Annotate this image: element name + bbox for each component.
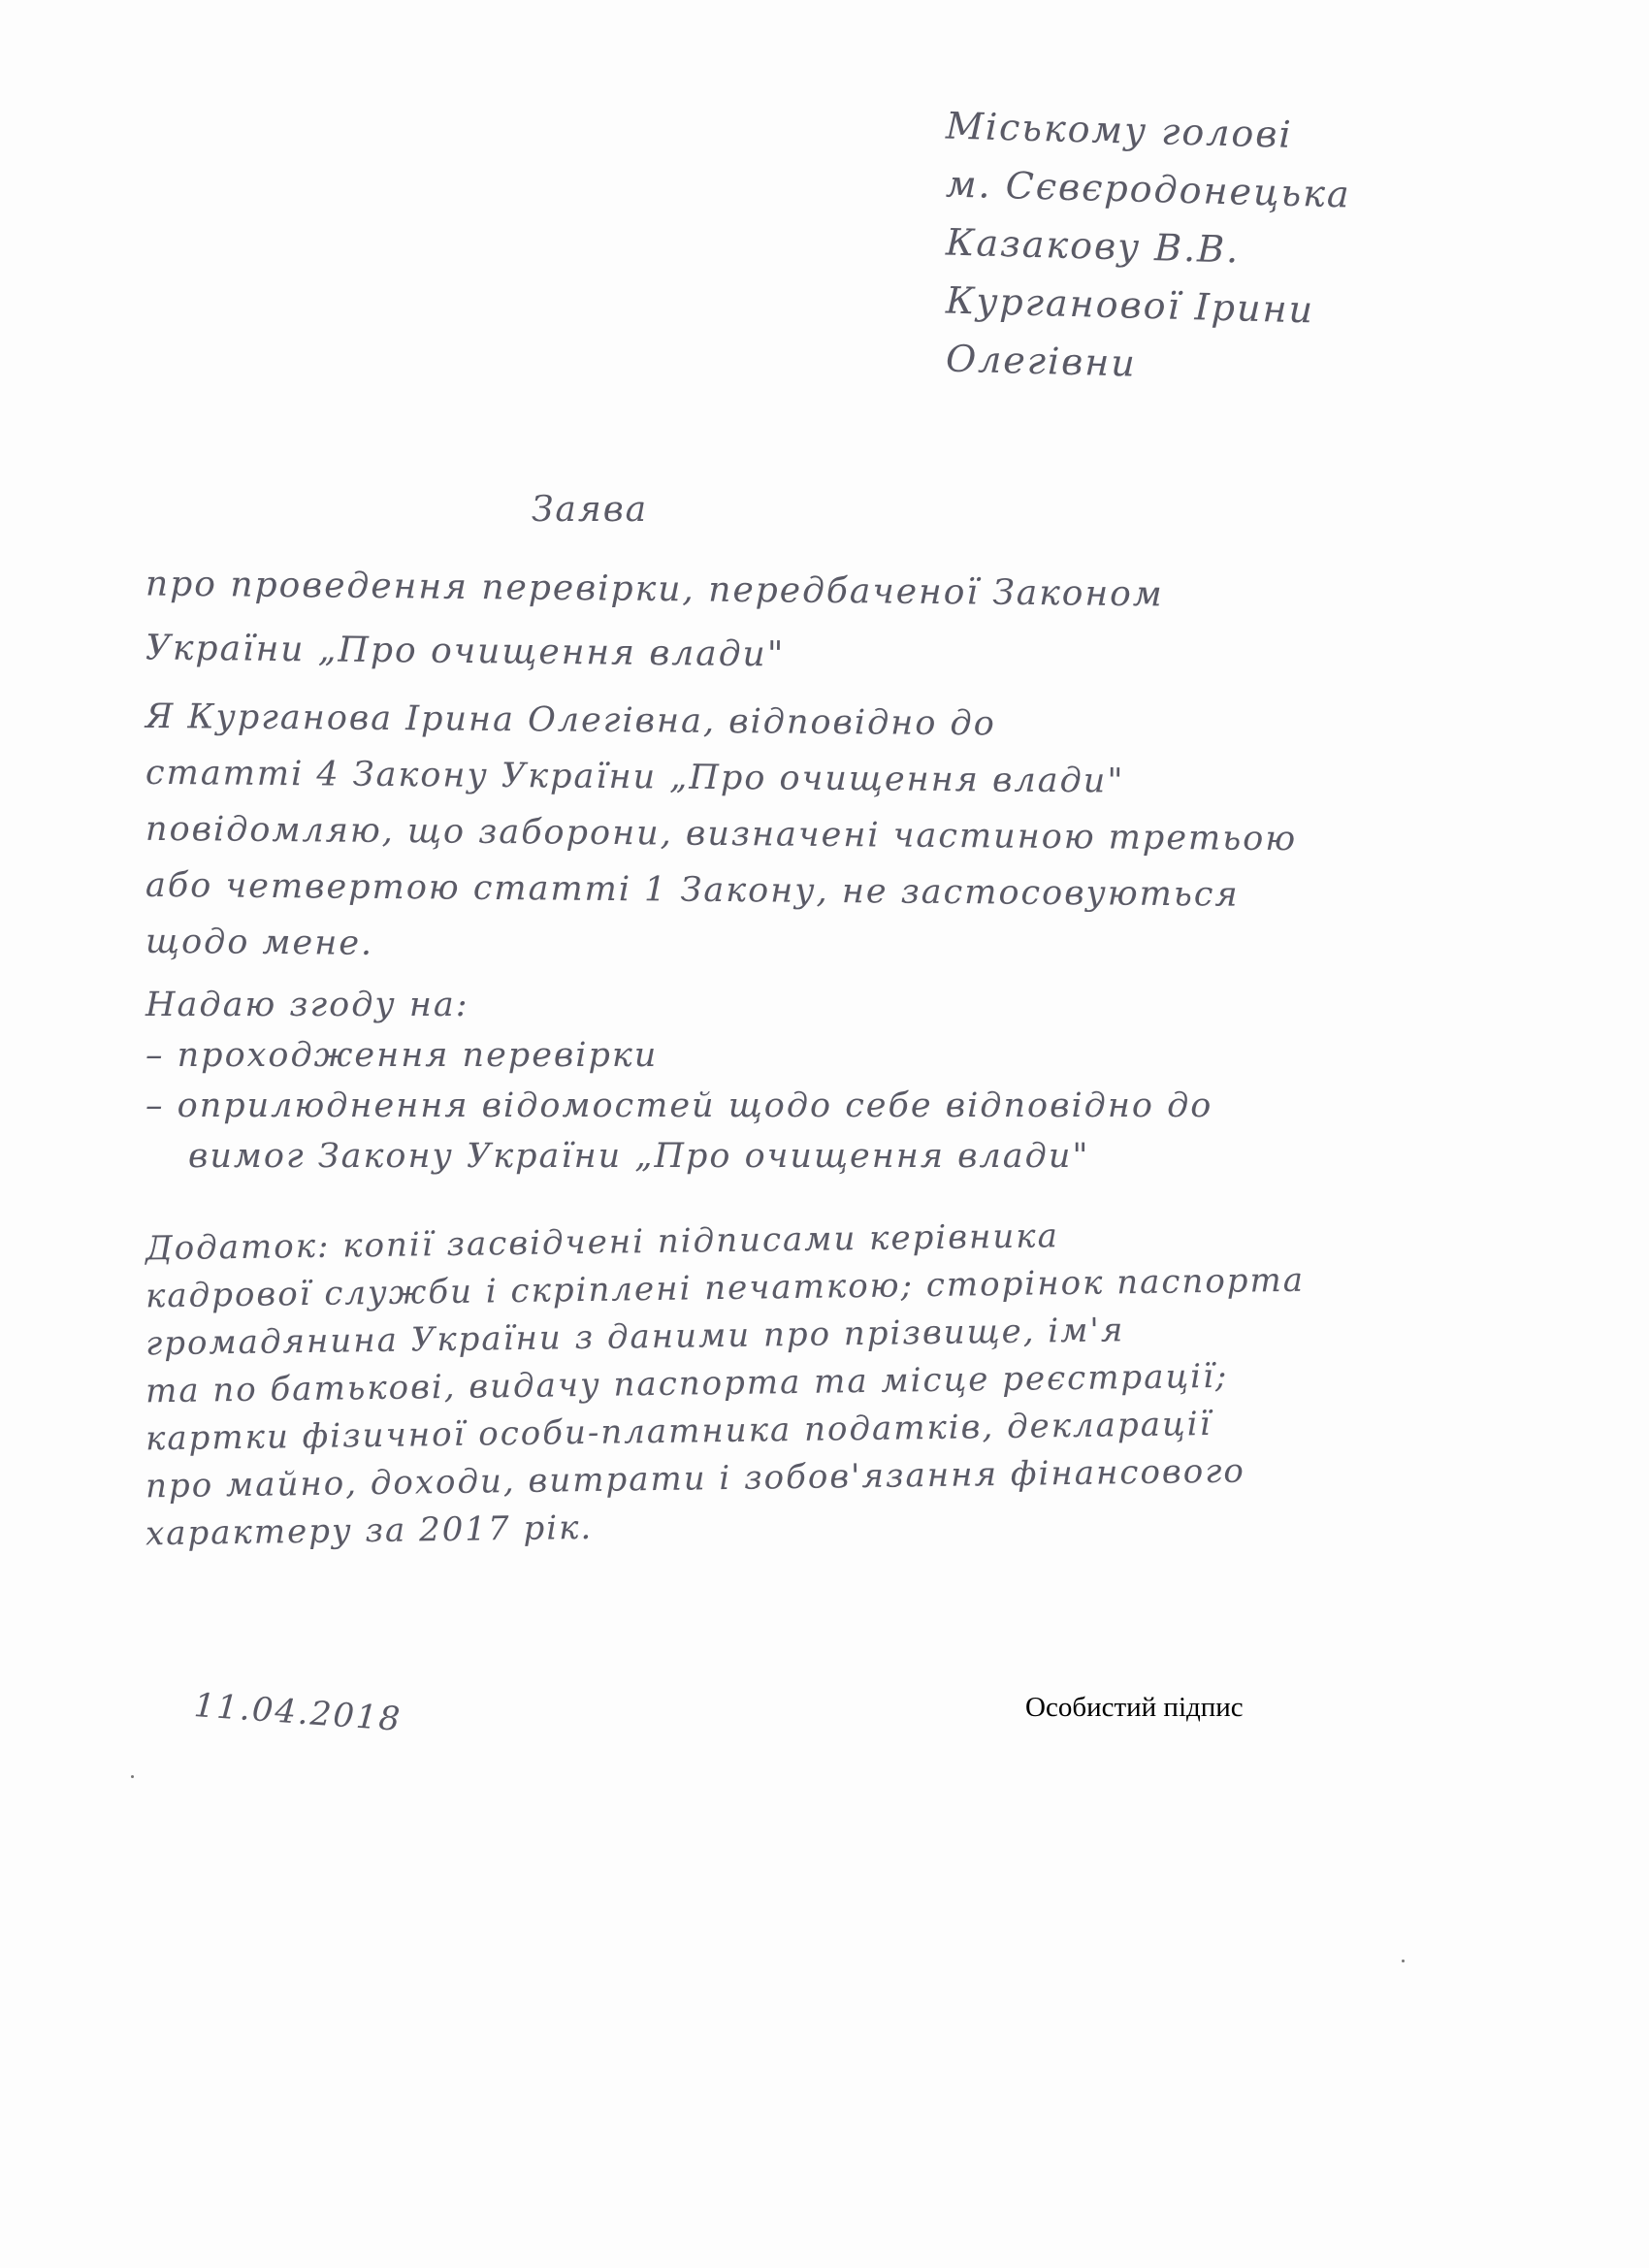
addressee-block [946,102,1351,393]
addressee-line: Олегівни [945,337,1138,385]
attachment-line: картки фізичної особи-платника податків, декларації [145,1404,1212,1459]
scan-speck [1402,1960,1405,1962]
statement-line: або четвертою статті 1 Закону, не застосовуються [145,865,1240,915]
attachment-line: та по батькові, видачу паспорта та місце реєстрації; [145,1356,1229,1411]
statement-line: повідомляю, що заборони, визначені частиною третьою [145,809,1298,859]
document-title: Заява [532,490,649,530]
consent-heading: Надаю згоду на: [146,986,469,1024]
attachment-line: громадянина України з даними про прізвище, ім'я [145,1311,1125,1364]
addressee-line: Міському голові [945,104,1294,156]
signature-label: Особистий підпис [1025,1692,1244,1723]
statement-line: Я Курганова Ірина Олегівна, відповідно до [145,697,996,744]
attachment-line: характеру за 2017 рік. [145,1507,594,1554]
addressee-line: Казакову В.В. [945,220,1241,272]
consent-block [146,980,1212,1182]
attachment-paragraph [145,1216,1306,1554]
attachment-line: кадрової служби і скріплені печаткою; сторінок паспорта [145,1260,1306,1316]
scan-speck [131,1775,134,1778]
addressee-line: м. Сєвєродонецька [945,162,1352,216]
attachment-line: про майно, доходи, витрати і зобов'язання фінансового [145,1451,1246,1507]
consent-item: – оприлюднення відомостей щодо себе відповідно до [146,1086,1213,1125]
subject-block [146,558,1164,686]
attachment-line: Додаток: копії засвідчені підписами керівника [145,1216,1060,1269]
date-text: 11.04.2018 [192,1686,404,1739]
subject-line: України „Про очищення влади" [145,628,786,675]
subject-line: про проведення перевірки, передбаченої Законом [145,564,1164,615]
statement-line: статті 4 Закону України „Про очищення влади" [145,753,1125,801]
consent-item-continuation: вимог Закону України „Про очищення влади" [188,1137,1090,1176]
statement-line: щодо мене. [145,922,374,963]
statement-paragraph [146,694,1297,975]
addressee-line: Курганової Ірини [945,278,1315,332]
consent-item: – проходження перевірки [146,1036,659,1075]
